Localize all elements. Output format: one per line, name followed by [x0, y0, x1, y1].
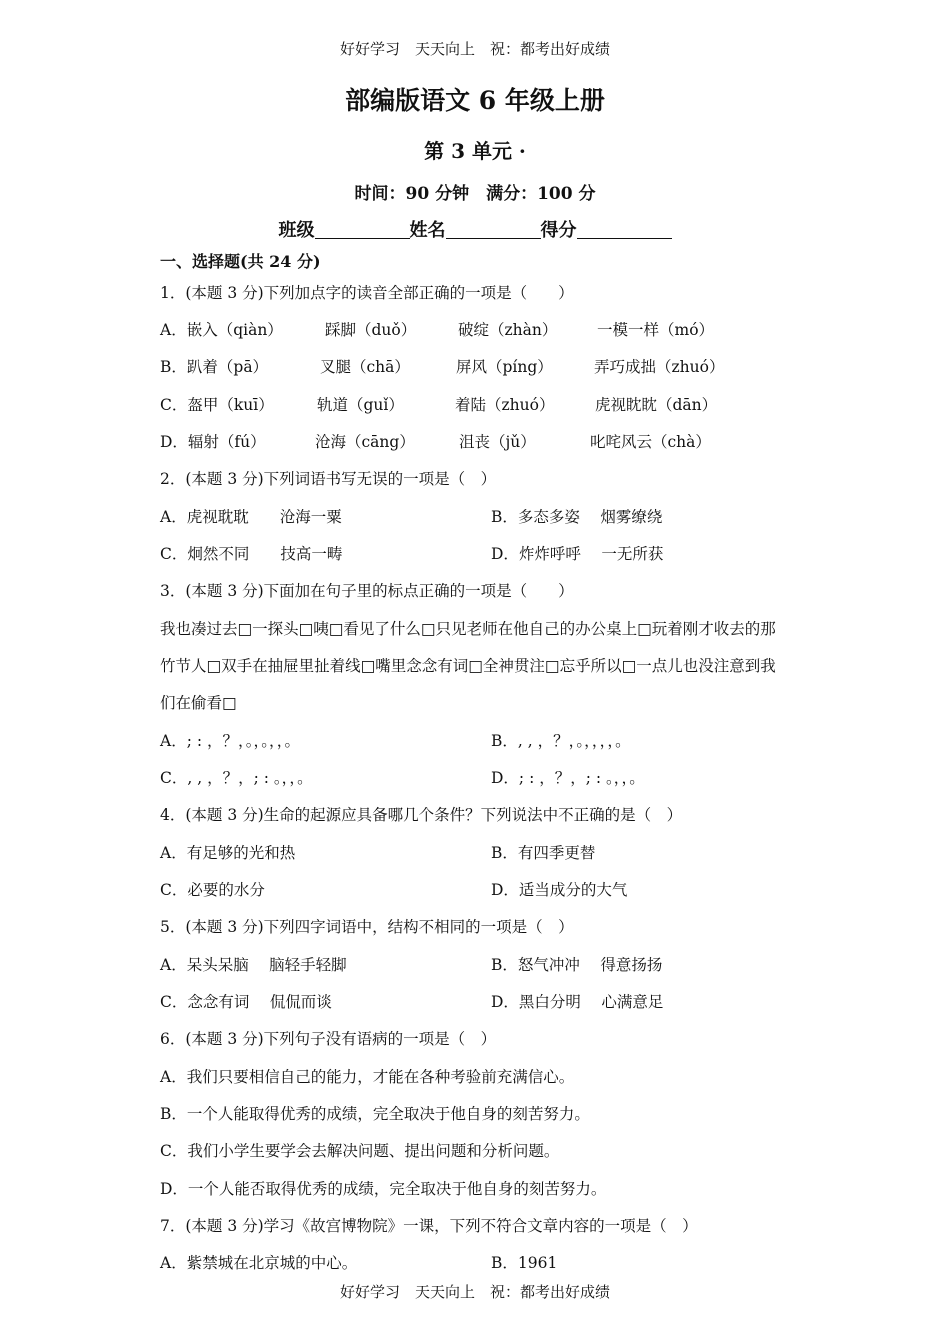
q1-a-col2: 踩脚（duǒ） [325, 321, 417, 339]
q6-option-c: C．我们小学生要学会去解决问题、提出问题和分析问题。 [160, 1142, 560, 1160]
q7-option-b: B．1961 [491, 1254, 558, 1272]
page-header: 好好学习 天天向上 祝：都考出好成绩 [339, 40, 610, 58]
q1-a-col3: 破绽（zhàn） [458, 321, 558, 339]
page-footer: 好好学习 天天向上 祝：都考出好成绩 [339, 1283, 610, 1301]
q3-passage-line-1: 我也凑过去□一探头□咦□看见了什么□只见老师在他自己的办公桌上□玩着刚才收去的那 [160, 620, 776, 638]
score-blank[interactable] [577, 220, 672, 239]
q5-option-d: D．黑白分明 心满意足 [491, 993, 664, 1011]
q4-option-c: C．必要的水分 [160, 881, 265, 899]
q1-b-col4: 弄巧成拙（zhuó） [594, 358, 725, 376]
question-7-stem: 7．(本题 3 分)学习《故宫博物院》一课，下列不符合文章内容的一项是（ ） [160, 1217, 698, 1235]
question-5-stem: 5．(本题 3 分)下列四字词语中，结构不相同的一项是（ ） [160, 918, 574, 936]
q1-c-col3: 着陆（zhuó） [455, 396, 555, 414]
q5-option-c: C．念念有词 侃侃而谈 [160, 993, 332, 1011]
q2-option-c: C．炯然不同 技高一畴 [160, 545, 343, 563]
q1-c-col1: C．盔甲（kuī） [160, 396, 274, 414]
q3-option-b: B．, , ，？，。，，，，。 [491, 732, 631, 750]
q3-option-a: A．; : ，？，。，。，，。 [160, 732, 300, 750]
q5-option-a: A．呆头呆脑 脑轻手轻脚 [160, 956, 347, 974]
question-6-stem: 6．(本题 3 分)下列句子没有语病的一项是（ ） [160, 1030, 497, 1048]
q2-option-a: A．虎视耽耽 沧海一粟 [160, 508, 342, 526]
q3-passage-line-2: 竹节人□双手在抽屉里扯着线□嘴里念念有词□全神贯注□忘乎所以□一点儿也没注意到我 [160, 657, 776, 675]
question-2-stem: 2．(本题 3 分)下列词语书写无误的一项是（ ） [160, 470, 497, 488]
q1-d-col4: 叱咤风云（chà） [590, 433, 711, 451]
q3-option-d: D．; : ，？，; : 。，，。 [491, 769, 645, 787]
q7-option-a: A．紫禁城在北京城的中心。 [160, 1254, 358, 1272]
q1-d-col2: 沧海（cāng） [315, 433, 415, 451]
student-info-fields [0, 216, 950, 242]
class-blank[interactable] [315, 220, 410, 239]
q2-option-b: B．多态多姿 烟雾缭绕 [491, 508, 663, 526]
q1-d-col1: D．辐射（fú） [160, 433, 266, 451]
score-label: 得分 [540, 220, 577, 241]
q1-c-col4: 虎视眈眈（dān） [595, 396, 718, 414]
unit-title: 第 3 单元 · [424, 139, 526, 163]
q6-option-a: A．我们只要相信自己的能力，才能在各种考验前充满信心。 [160, 1068, 575, 1086]
q3-passage-line-3: 们在偷看□ [160, 694, 237, 712]
class-label: 班级 [278, 220, 315, 241]
q1-a-col1: A．嵌入（qiàn） [160, 321, 283, 339]
question-4-stem: 4．(本题 3 分)生命的起源应具备哪几个条件？下列说法中不正确的是（ ） [160, 806, 683, 824]
question-1-stem: 1．(本题 3 分)下列加点字的读音全部正确的一项是（ ） [160, 284, 574, 302]
q1-b-col3: 屏风（píng） [456, 358, 553, 376]
q1-c-col2: 轨道（guǐ） [317, 396, 404, 414]
name-blank[interactable] [446, 220, 541, 239]
q2-option-d: D．炸炸呼呼 一无所获 [491, 545, 664, 563]
q5-option-b: B．怒气冲冲 得意扬扬 [491, 956, 663, 974]
name-label: 姓名 [409, 220, 446, 241]
page-title: 部编版语文 6 年级上册 [345, 86, 605, 115]
q6-option-d: D．一个人能否取得优秀的成绩，完全取决于他自身的刻苦努力。 [160, 1180, 607, 1198]
q1-a-col4: 一模一样（mó） [597, 321, 715, 339]
question-3-stem: 3．(本题 3 分)下面加在句子里的标点正确的一项是（ ） [160, 582, 574, 600]
q1-b-col1: B．趴着（pā） [160, 358, 269, 376]
section-title: 一、选择题(共 24 分) [160, 252, 321, 271]
q3-option-c: C．, , ，？，; : 。，，。 [160, 769, 313, 787]
q4-option-d: D．适当成分的大气 [491, 881, 628, 899]
q6-option-b: B．一个人能取得优秀的成绩，完全取决于他自身的刻苦努力。 [160, 1105, 590, 1123]
q4-option-a: A．有足够的光和热 [160, 844, 296, 862]
q4-option-b: B．有四季更替 [491, 844, 596, 862]
q1-d-col3: 沮丧（jǔ） [459, 433, 536, 451]
q1-b-col2: 叉腿（chā） [320, 358, 410, 376]
time-info: 时间：90 分钟 满分：100 分 [354, 184, 596, 204]
